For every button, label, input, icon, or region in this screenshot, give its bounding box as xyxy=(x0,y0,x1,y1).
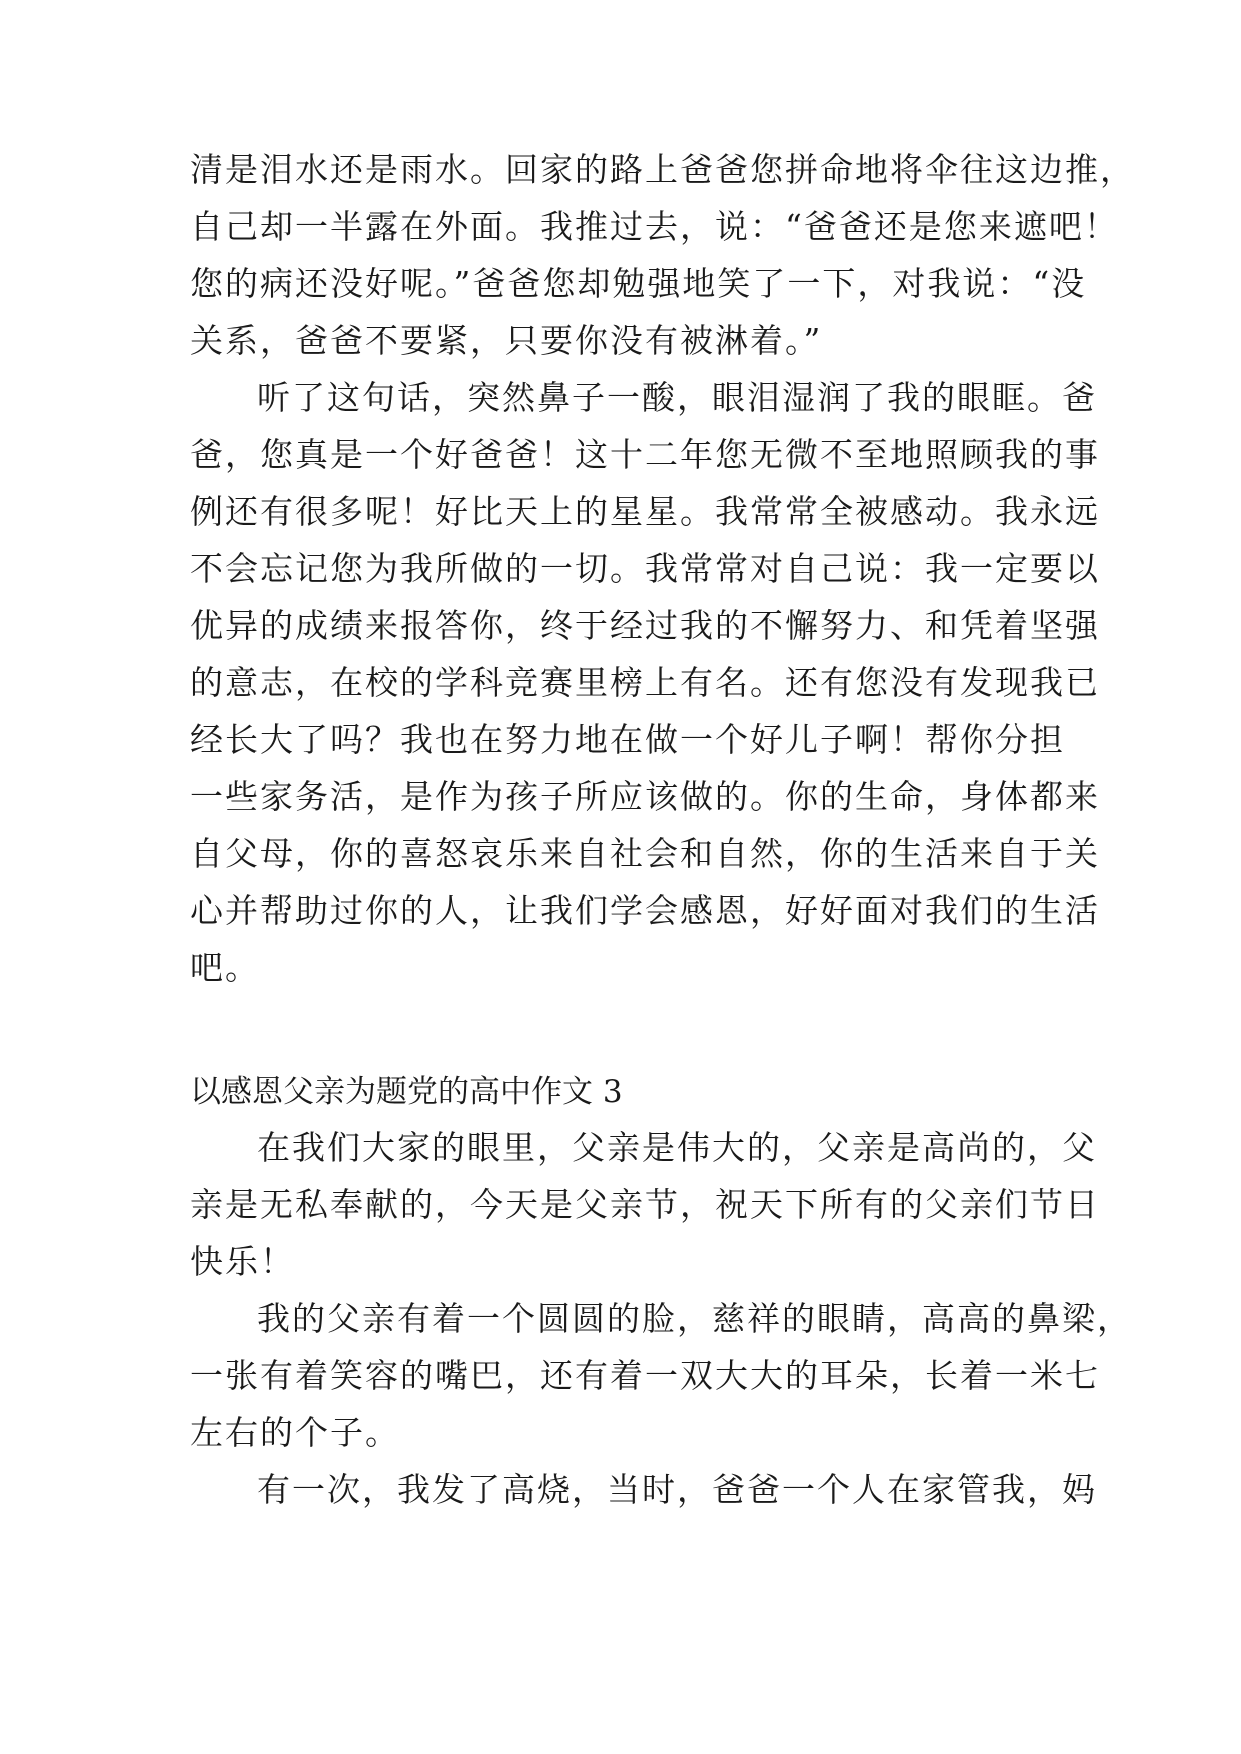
text-line: 心并帮助过你的人，让我们学会感恩，好好面对我们的生活 xyxy=(190,891,1100,930)
text-line: 一些家务活，是作为孩子所应该做的。你的生命，身体都来 xyxy=(190,777,1100,816)
text-line: 经长大了吗？我也在努力地在做一个好儿子啊！帮你分担 xyxy=(190,720,1065,759)
text-line: 优异的成绩来报答你，终于经过我的不懈努力、和凭着坚强 xyxy=(190,606,1100,645)
text-line: 例还有很多呢！好比天上的星星。我常常全被感动。我永远 xyxy=(190,492,1100,531)
text-line: 您的病还没好呢。”爸爸您却勉强地笑了一下，对我说：“没 xyxy=(190,264,1087,303)
text-line: 自父母，你的喜怒哀乐来自社会和自然，你的生活来自于关 xyxy=(190,834,1100,873)
text-line: 左右的个子。 xyxy=(190,1413,400,1452)
text-line: 快乐！ xyxy=(190,1242,295,1281)
text-line: 有一次，我发了高烧，当时，爸爸一个人在家管我，妈 xyxy=(257,1470,1097,1509)
text-line: 吧。 xyxy=(190,948,260,987)
text-line: 不会忘记您为我所做的一切。我常常对自己说：我一定要以 xyxy=(190,549,1100,588)
text-line: 听了这句话，突然鼻子一酸，眼泪湿润了我的眼眶。爸 xyxy=(257,378,1097,417)
text-line: 在我们大家的眼里，父亲是伟大的，父亲是高尚的，父 xyxy=(257,1128,1097,1167)
text-line: 关系，爸爸不要紧，只要你没有被淋着。” xyxy=(190,321,823,360)
text-line: 的意志，在校的学科竞赛里榜上有名。还有您没有发现我已 xyxy=(190,663,1100,702)
text-line: 清是泪水还是雨水。回家的路上爸爸您拼命地将伞往这边推， xyxy=(190,150,1135,189)
text-line: 自己却一半露在外面。我推过去，说：“爸爸还是您来遮吧！ xyxy=(190,207,1119,246)
text-line: 我的父亲有着一个圆圆的脸，慈祥的眼睛，高高的鼻梁， xyxy=(257,1299,1132,1338)
text-line: 爸，您真是一个好爸爸！这十二年您无微不至地照顾我的事 xyxy=(190,435,1100,474)
text-line: 一张有着笑容的嘴巴，还有着一双大大的耳朵，长着一米七 xyxy=(190,1356,1100,1395)
text-line: 亲是无私奉献的，今天是父亲节，祝天下所有的父亲们节日 xyxy=(190,1185,1100,1224)
section-title: 以感恩父亲为题党的高中作文 3 xyxy=(190,1074,623,1110)
